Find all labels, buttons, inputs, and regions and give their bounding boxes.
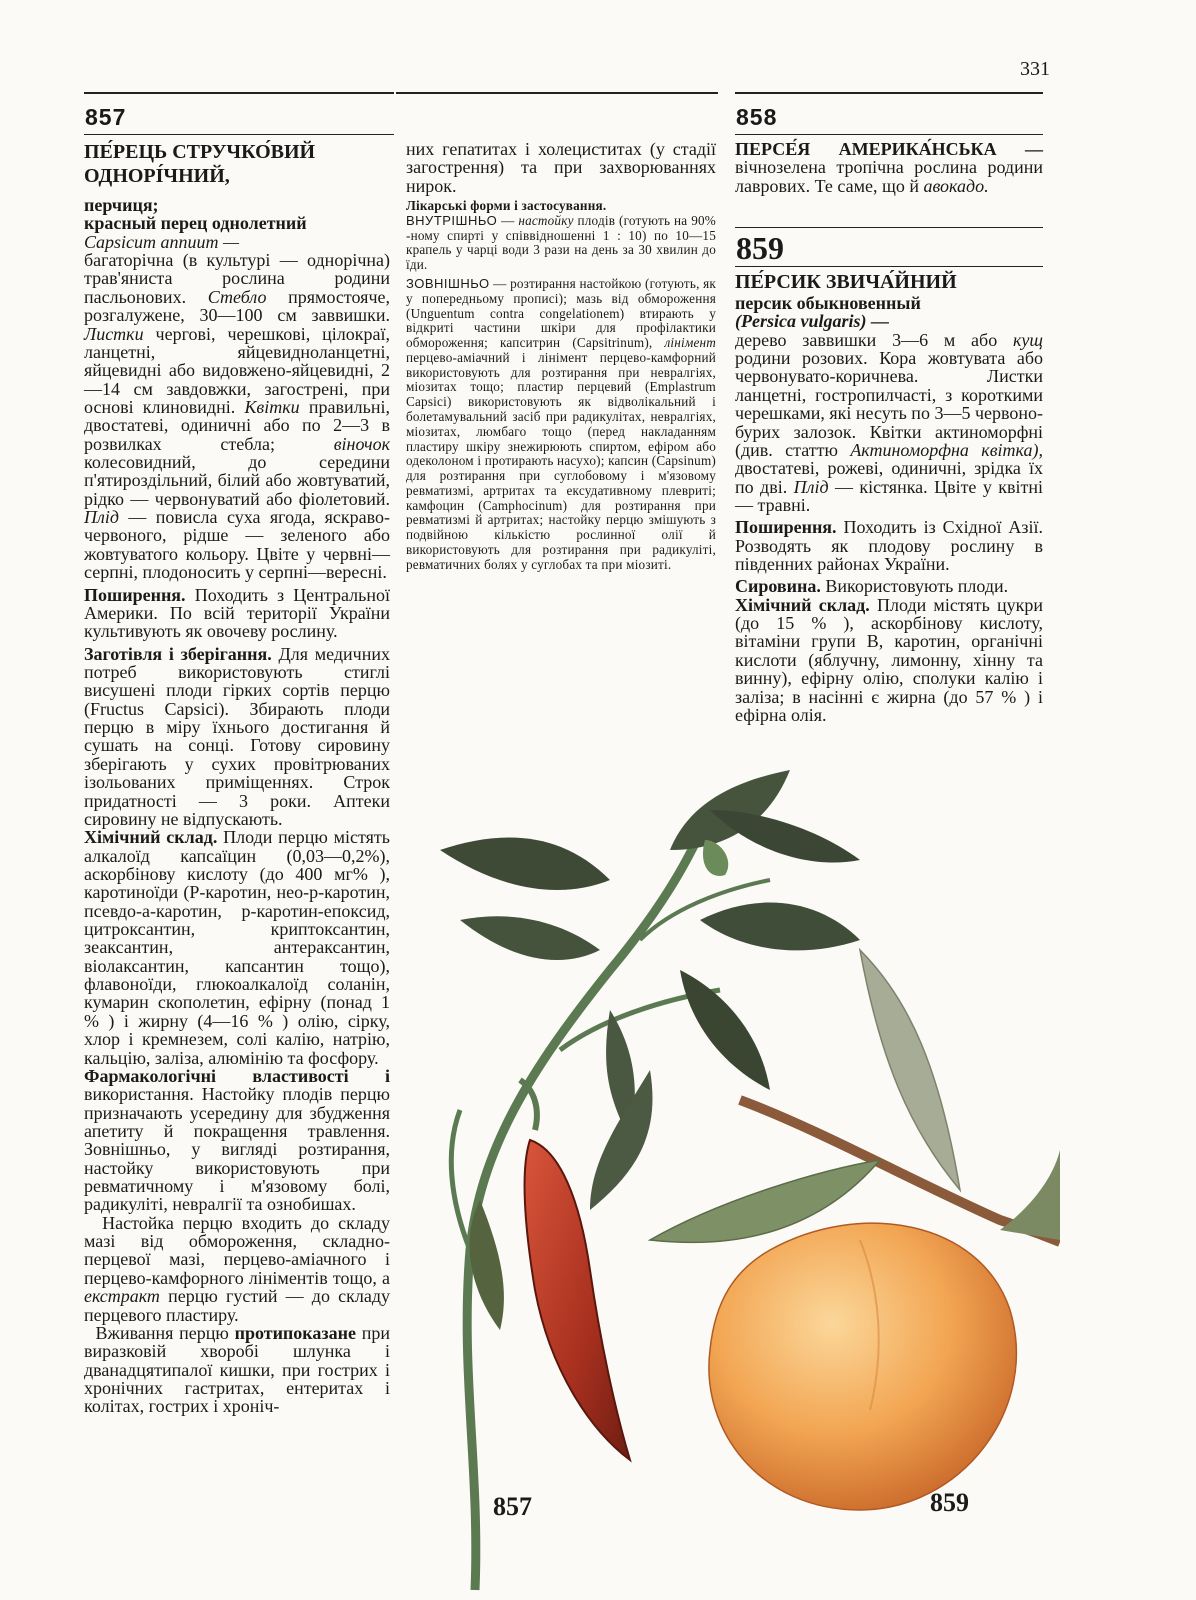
- article-857-continuation: них гепатитах і холециститах (у стадії загострення) та при захворюваннях нирок.: [406, 139, 716, 196]
- article-number-857: 857: [85, 104, 127, 130]
- rule-859-top: [735, 227, 1043, 228]
- top-rule-left: [84, 92, 394, 94]
- article-859-distribution: Поширення. Походить із Східної Азії. Розводять як плодову рослину в південних районах України.: [735, 517, 1043, 575]
- article-858: ПЕРСЕ́Я АМЕРИКА́НСЬКА — вічнозелена тропічна рослина родини лаврових. Те саме, що й авокадо.: [735, 139, 1043, 196]
- column-2: [406, 140, 716, 573]
- article-857-forms-heading: Лікарські форми і застосування.: [406, 198, 607, 214]
- column-1: [84, 140, 390, 1416]
- article-number-859: 859: [736, 230, 784, 266]
- article-859-chemistry: Хімічний склад. Плоди містять цукри (до 15 % ), аскорбінову кислоту, вітаміни групи В, каротин, органічні кислоти (яблучну, лимонну, хінну та винну), ефірну олію, сполуки калію і заліза; в насінні є жирна (до 57 % ) і ефірна олія.: [735, 594, 1043, 725]
- rule-857: [84, 134, 394, 135]
- article-858-reference: авокадо.: [923, 175, 989, 196]
- article-857-distribution: Поширення. Походить з Центральної Америки. По всій території України культивують як овочеву рослину.: [84, 584, 390, 642]
- article-number-858: 858: [736, 104, 778, 130]
- botanical-illustration: [440, 770, 1060, 1600]
- rule-858: [735, 134, 1043, 135]
- article-857-chemistry: Хімічний склад. Плоди перцю містять алкалоїд капсаїцин (0,03—0,2%), аскорбінову кислоту (до 400 мг% ), каротиноїди (Р-каротин, нео-р-каротин, псевдо-а-каротин, р-каротин-епоксид, цитроксантин, криптоксантин, зеаксантин, антераксантин, віолаксантин, капсантин тощо), флавоноїди, глюкоалкалоїд соланін, кумарин скополетин, ефірну (понад 1 % ) і жирну (4—16 % ) олію, сірку, хлор і кремнезем, солі калію, натрію, кальцію, заліза, алюмінію та фосфору.: [84, 827, 391, 1068]
- article-857-harvest: Заготівля і зберігання. Для медичних потреб використовують стиглі висушені плоди гірких сортів перцю (Fructus Capsici). Збирають плоди перцю в міру їхнього достигання й сушать на сонці. Готову сировину зберігають у сухих провітрюваних ізольованих приміщеннях. Строк придатності — 3 роки. Аптеки сировину не відпускають.: [84, 643, 390, 829]
- article-857-russian-name: красный перец однолетний: [84, 213, 307, 234]
- figure-label-857: 857: [493, 1492, 532, 1521]
- article-859: [735, 270, 1043, 724]
- article-857-description: багаторічна (в культурі — однорічна) трав'яниста рослина родини пасльонових. Стебло прямостояче, розгалужене, 30—100 см заввишки. Листки чергові, черешкові, цілокраї, ланцетні, яйцевидноланцетні, яйцевидні або видовжено-яйцевидні, 2—14 см завдовжки, загострені, при основі клиновидні. Квітки правильні, двостатеві, одиничні або по 2—3 в розвилках стебла; віночок колесовидний, до середини п'ятироздільний, білий або жовтуватий, рідко — червонуватий або фіолетовий. Плід — повисла суха ягода, яскраво-червоного, рідше — зеленого або жовтуватого кольору. Цвіте у червні—серпні, плодоносить у серпні—вересні.: [84, 250, 390, 583]
- top-rule-right: [735, 92, 1043, 94]
- article-858-title: ПЕРСЕ́Я АМЕРИКА́НСЬКА —: [735, 139, 1043, 159]
- figure-label-859: 859: [930, 1488, 969, 1517]
- article-857-latin-name: Capsicum annuum —: [84, 231, 240, 252]
- article-857-pharmacology: Фармакологічні властивості і використання. Настойку плодів перцю призначають усередину для збудження апетиту й покращення травлення. Зовнішньо, у вигляді розтирання, настойку використовують при ревматичному і м'язовому болі, радикуліті, невралгії та ознобишах.: [84, 1065, 390, 1215]
- article-859-latin-name: (Persica vulgaris) —: [735, 311, 889, 332]
- article-859-raw-material: Сировина. Використовують плоди.: [735, 576, 1009, 597]
- article-859-title: ПЕ́РСИК ЗВИЧА́ЙНИЙ: [735, 271, 957, 293]
- article-857-alt-name: перчиця;: [84, 195, 159, 215]
- article-857-tincture: Настойка перцю входить до складу мазі від обмороження, складно-перцевої мазі, перцево-аміачного і перцево-камфорного лініментів тощо, а екстракт перцю густий — до складу перцевого пластиру.: [84, 1212, 390, 1325]
- page-number: 331: [1020, 58, 1050, 80]
- top-rule-middle: [396, 92, 718, 94]
- rule-859: [735, 266, 1043, 267]
- article-859-russian-name: персик обыкновенный: [735, 293, 921, 313]
- article-857-internal-use: ВНУТРІШНЬО — настойку плодів (готують на 90% -ному спирті у співвідношенні 1 : 10) по 10—15 крапель у чарці води 3 рази на день за 30 хвилин до їди.: [406, 212, 716, 273]
- article-859-description: дерево заввишки 3—6 м або кущ родини розових. Кора жовтувата або червонувато-коричнева. Листки ланцетні, гостропилчасті, з короткими черешками, які несуть по 3—5 червоно-бурих залозок. Квітки актиноморфні (див. статтю Актиноморфна квітка), двостатеві, рожеві, одиничні, зрідка їх по дві. Плід — кістянка. Цвіте у квітні — травні.: [735, 329, 1043, 515]
- article-857-contraindications: Вживання перцю протипоказане при виразковій хворобі шлунка і дванадцятипалої кишки, при гострих і хронічних гастритах, ентеритах і колітах, гострих і хроніч-: [84, 1322, 391, 1417]
- article-857-external-use: ЗОВНІШНЬО — розтирання настойкою (готують, як у попередньому прописі); мазь від обмороження (Unguentum contra congelationem) втирають у відкриті частини шкіри для профілактики обмороження; капситрин (Capsitrinum), лінімент перцево-аміачний і лінімент перцево-камфорний використовують для розтирання при невралгіях, міозитах тощо; пластир перцевий (Emplastrum Capsici) використовують як відволікальний і болетамувальний засіб при радикулітах, невралгіях, міозитах, люмбаго тощо (перед накладанням пластиру шкіру знежирюють спиртом, ефіром або одеколоном і протирають насухо); капсин (Capsinum) для розтирання при суглобовому і м'язовому ревматизмі, артритах та ексудативному плевриті; камфоцин (Camphocinum) для розтирання при ревматизмі й артритах; настойку перцю змішують з подвійною кількістю рослинної олії й використовують для розтирання при радикуліті, ревматичних болях у суглобах та при міозиті.: [406, 275, 716, 572]
- article-857-title: ПЕ́РЕЦЬ СТРУЧКО́ВИЙ ОДНОРІ́ЧНИЙ,: [84, 141, 316, 187]
